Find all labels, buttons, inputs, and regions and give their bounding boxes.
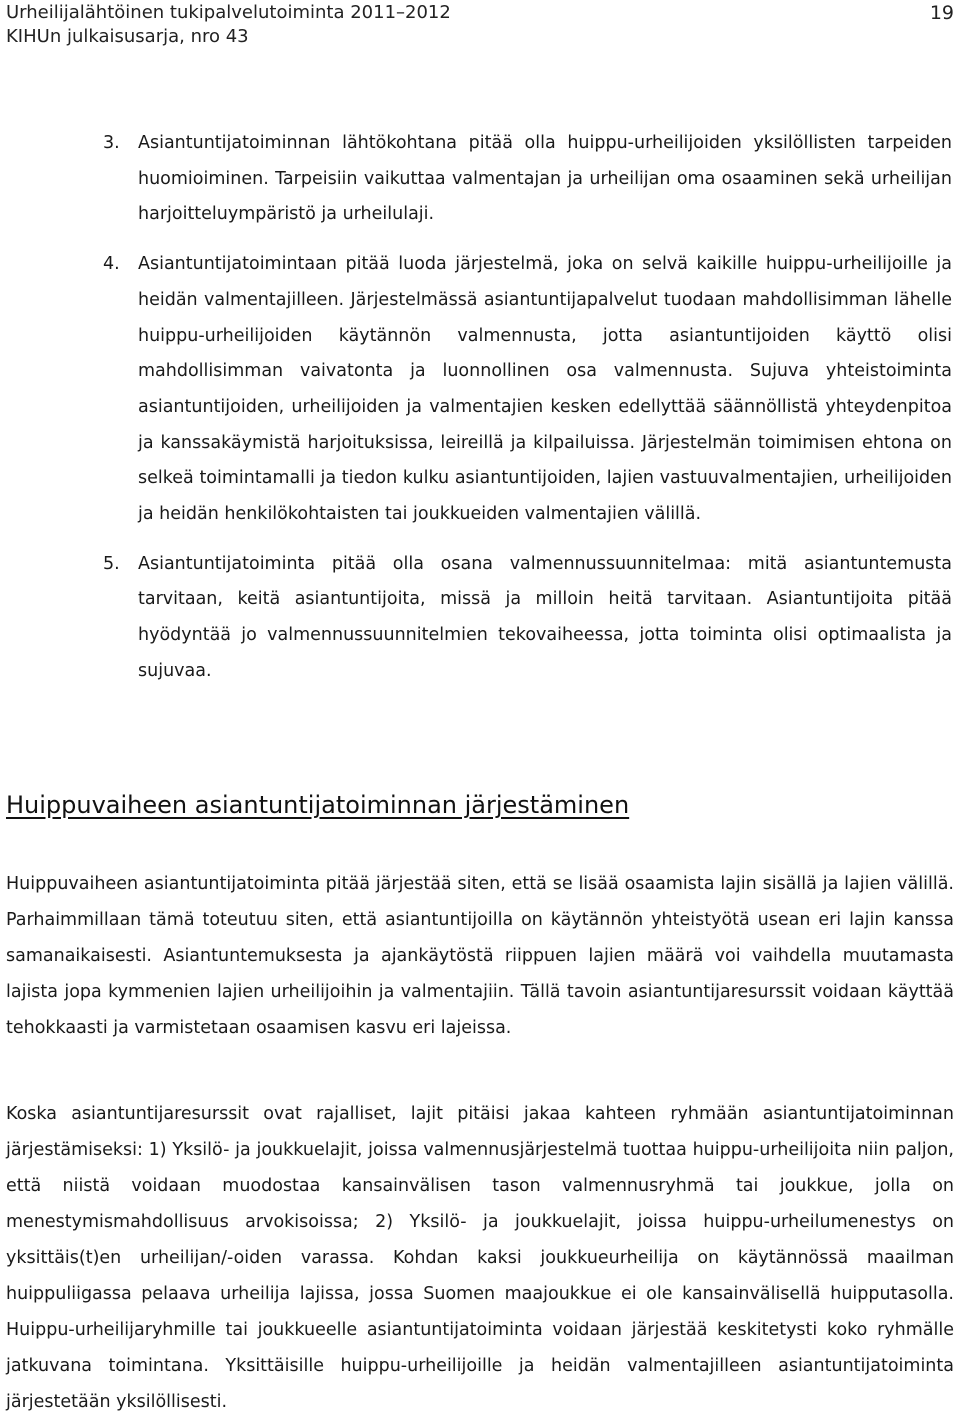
body-paragraph: Koska asiantuntijaresurssit ovat rajalliset, lajit pitäisi jakaa kahteen ryhmään asiantuntijatoiminnan järjestämiseksi: 1) Yksilö- ja joukkuelajit, joissa valmennusjärjestelmä tuottaa huippu-urheilijoita niin paljon, että niistä voidaan muodostaa kansainvälisen tason valmennusryhmä tai joukkue, jolla on menestymismahdollisuus arvokisoissa; 2) Yksilö- ja joukkuelajit, joissa huippu-urheilumenestys on yksittäis(t)en urheilijan/-oiden varassa. Kohdan kaksi joukkueurheilija on käytännössä maailman huippuliigassa pelaava urheilija lajissa, jossa Suomen maajoukkue ei ole kansainvälisellä huipputasolla. Huippu-urheilijaryhmille tai joukkueelle asiantuntijatoiminta voidaan järjestää keskitetysti koko ryhmälle jatkuvana toimintana. Yksittäisille huippu-urheilijoille ja heidän valmentajilleen asiantuntijatoiminta järjestetään yksilöllisesti.	[6, 1104, 954, 1412]
list-item-3	[0, 126, 960, 233]
publication-title: Urheilijalähtöinen tukipalvelutoiminta 2011–2012	[6, 2, 451, 23]
body-paragraph: Huippuvaiheen asiantuntijatoiminta pitää järjestää siten, että se lisää osaamista lajin sisällä ja lajien välillä. Parhaimmillaan tämä toteutuu siten, että asiantuntijoilla on käytännön yhteistyötä usean eri lajin kanssa samanaikaisesti. Asiantuntemuksesta ja ajankäytöstä riippuen lajien määrä voi vaihdella muutamasta lajista jopa kymmenien lajien urheilijoihin ja valmentajiin. Tällä tavoin asiantuntijaresurssit voidaan käyttää tehokkaasti ja varmistetaan osaamisen kasvu eri lajeissa.	[6, 874, 954, 1038]
list-item-4	[0, 247, 960, 533]
list-number: 4.	[103, 254, 120, 275]
numbered-list	[0, 126, 960, 704]
list-item-text: Asiantuntijatoiminta pitää olla osana valmennussuunnitelmaa: mitä asiantuntemusta tarvitaan, keitä asiantuntijoita, missä ja milloin heitä tarvitaan. Asiantuntijoita pitää hyödyntää jo valmennussuunnitelmien tekovaiheessa, jotta toiminta olisi optimaalista ja sujuvaa.	[138, 553, 952, 681]
page-number: 19	[929, 2, 954, 24]
section-heading: Huippuvaiheen asiantuntijatoiminnan järjestäminen	[6, 791, 630, 819]
page-header	[6, 0, 954, 50]
list-item-text: Asiantuntijatoimintaan pitää luoda järjestelmä, joka on selvä kaikille huippu-urheilijoille ja heidän valmentajilleen. Järjestelmässä asiantuntijapalvelut tuodaan mahdollisimman lähelle huippu-urheilijoiden käytännön valmennusta, jotta asiantuntijoiden käyttö olisi mahdollisimman vaivatonta ja luonnollinen osa valmennusta. Sujuva yhteistoiminta asiantuntijoiden, urheilijoiden ja valmentajien kesken edellyttää säännöllistä yhteydenpitoa ja kanssakäymistä harjoituksissa, leireillä ja kilpailuissa. Järjestelmän toimimisen ehtona on selkeä toimintamalli ja tiedon kulku asiantuntijoiden, lajien vastuuvalmentajien, urheilijoiden ja heidän henkilökohtaisten tai joukkueiden valmentajien välillä.	[138, 254, 952, 525]
list-number: 3.	[103, 133, 120, 153]
list-item-text: Asiantuntijatoiminnan lähtökohtana pitää olla huippu-urheilijoiden yksilöllisten tarpeiden huomioiminen. Tarpeisiin vaikuttaa valmentajan ja urheilijan oma osaaminen sekä urheilijan harjoitteluympäristö ja urheilulaji.	[138, 133, 952, 225]
list-number: 5.	[103, 553, 120, 574]
publication-series: KIHUn julkaisusarja, nro 43	[6, 26, 249, 47]
list-item-5	[0, 547, 960, 690]
publication-info	[6, 0, 954, 49]
